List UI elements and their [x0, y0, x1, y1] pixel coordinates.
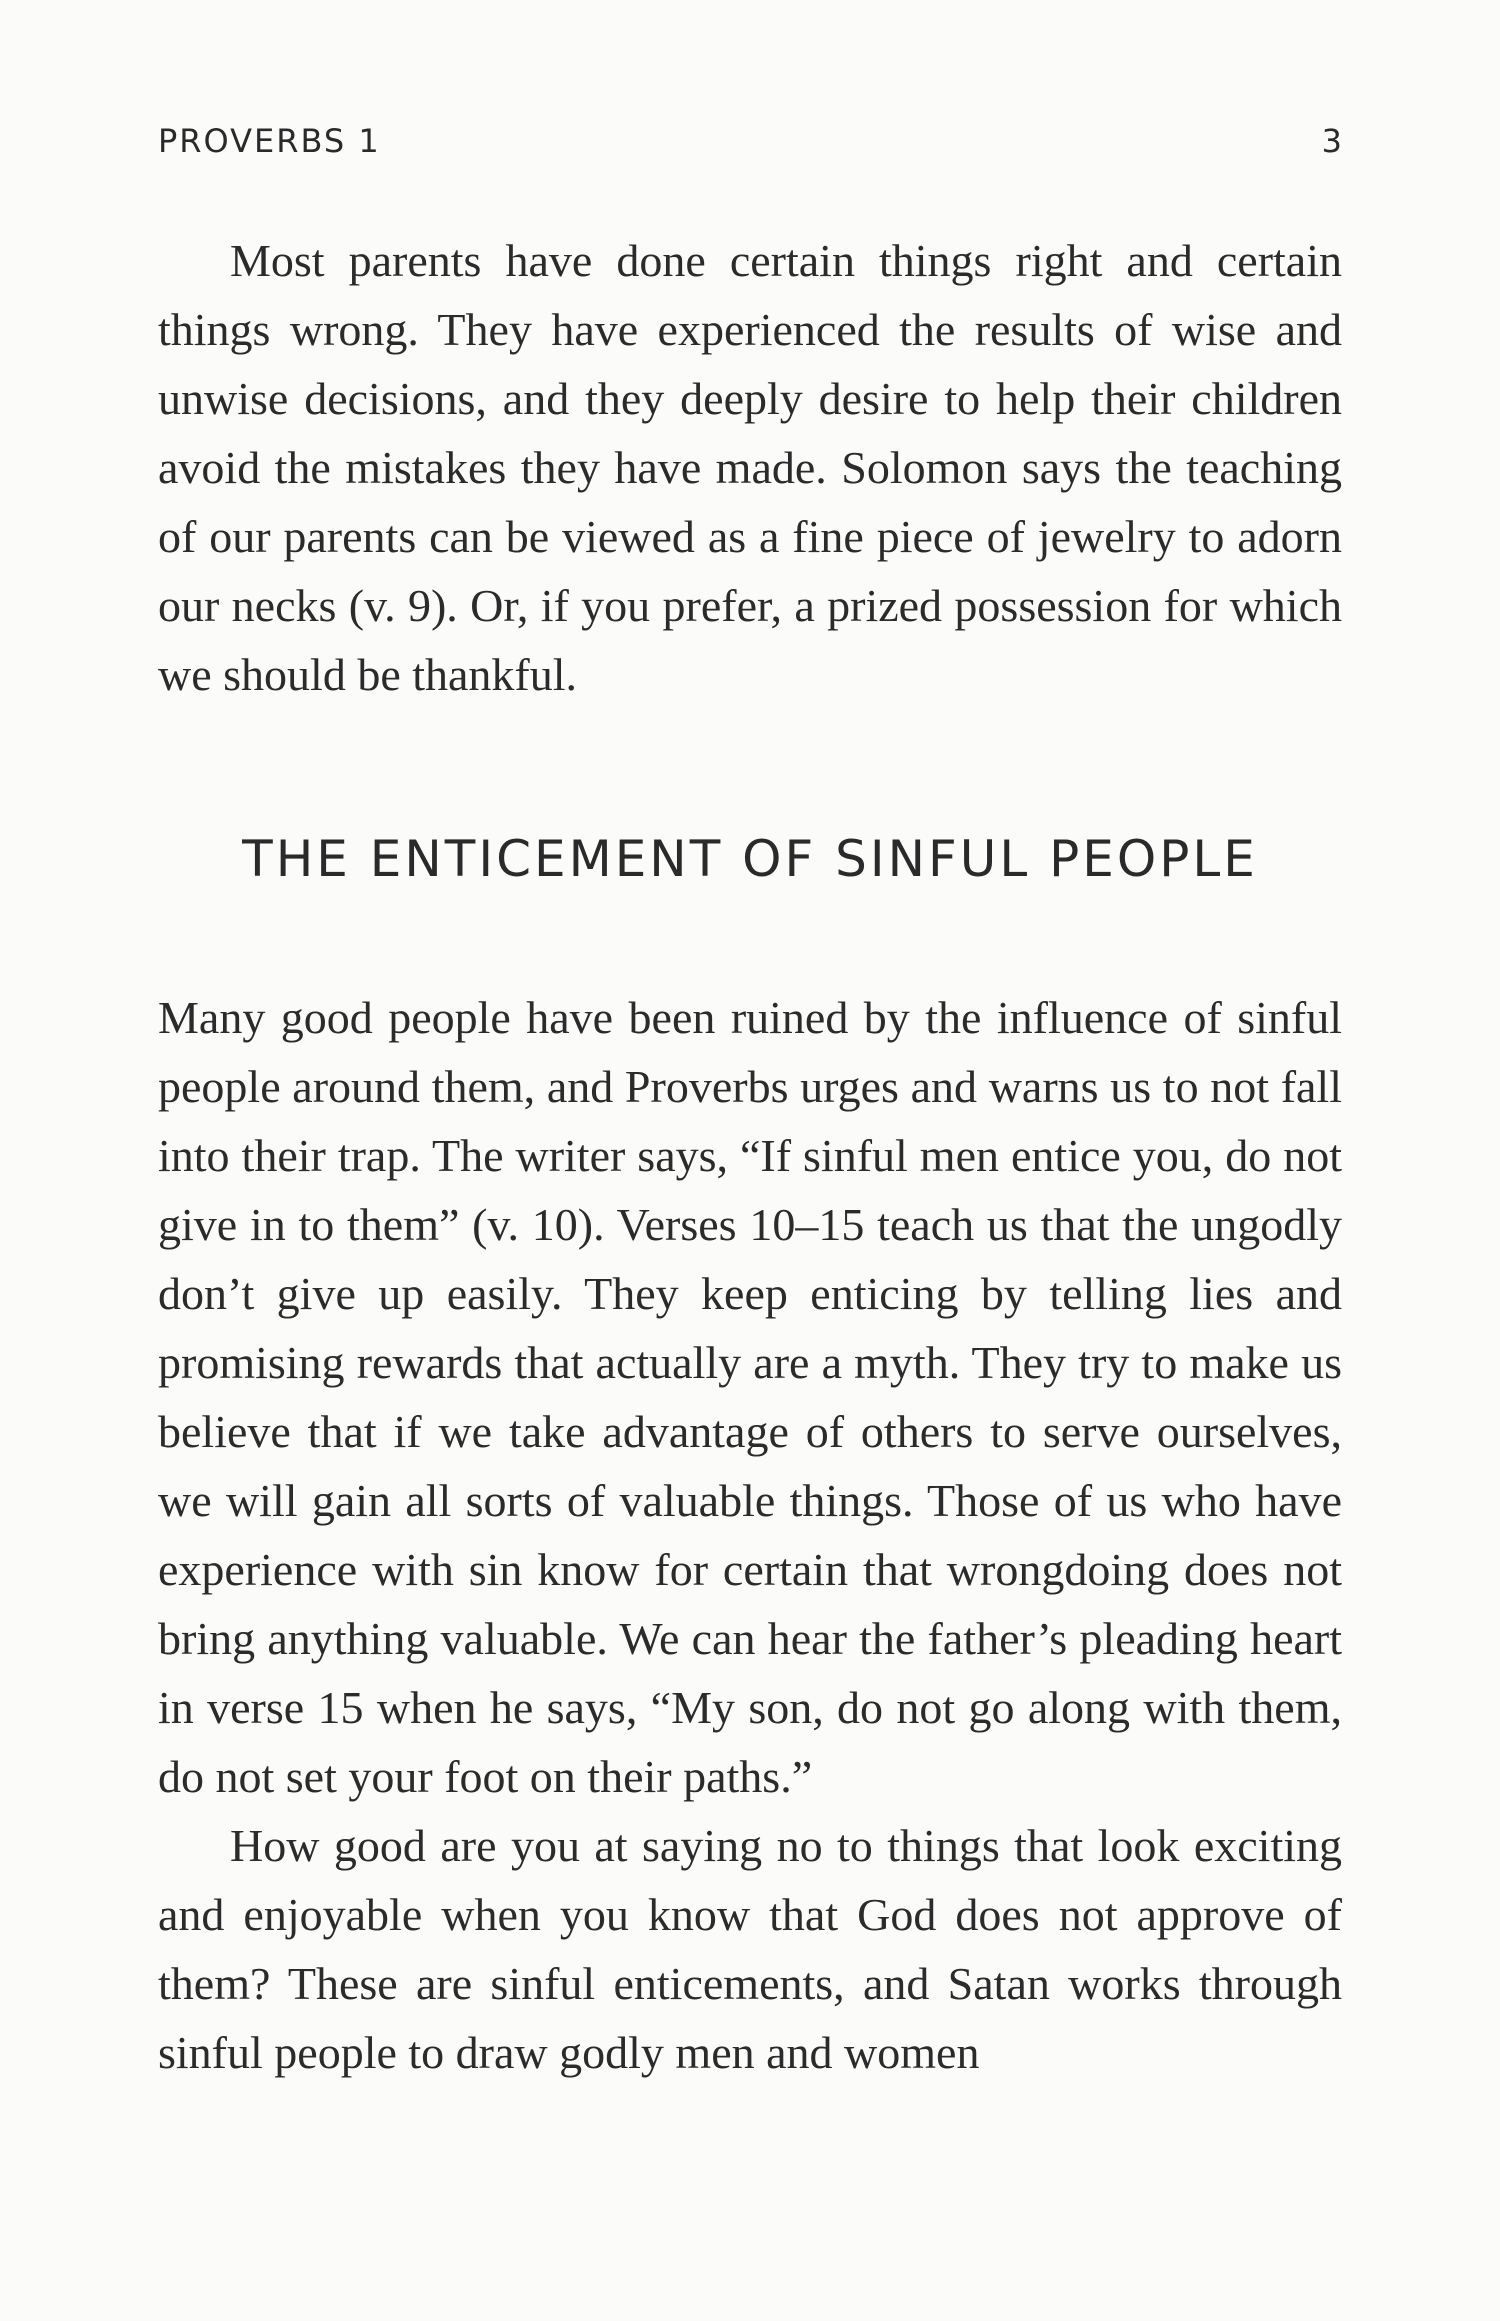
- paragraph: Many good people have been ruined by the influence of sinful people around them, and Proverbs urges and warns us to not fall into their trap. The writer says, “If sinful men entice you, do not give in to them” (v. 10). Verses 10–15 teach us that the ungodly don’t give up easily. They keep enticing by telling lies and promising rewards that actually are a myth. They try to make us believe that if we take advantage of others to serve ourselves, we will gain all sorts of valuable things. Those of us who have experience with sin know for certain that wrongdoing does not bring anything valuable. We can hear the father’s pleading heart in verse 15 when he says, “My son, do not go along with them, do not set your foot on their paths.”: [158, 992, 1342, 1802]
- running-head-title: PROVERBS 1: [158, 122, 381, 160]
- section-heading: THE ENTICEMENT OF SINFUL PEOPLE: [242, 830, 1258, 888]
- paragraph: How good are you at saying no to things that look exciting and enjoyable when you know that God does not approve of them? These are sinful enticements, and Satan works through sinful people to draw godly men and women: [158, 1820, 1342, 2078]
- paragraph: Most parents have done certain things right and certain things wrong. They have experienced the results of wise and unwise decisions, and they deeply desire to help their children avoid the mistakes they have made. Solomon says the teaching of our parents can be viewed as a fine piece of jewelry to adorn our necks (v. 9). Or, if you prefer, a prized possession for which we should be thankful.: [158, 235, 1342, 700]
- page-number: 3: [1321, 122, 1342, 160]
- intro-text: [158, 226, 1342, 709]
- section-text: [158, 983, 1342, 2087]
- running-head: [158, 122, 1342, 162]
